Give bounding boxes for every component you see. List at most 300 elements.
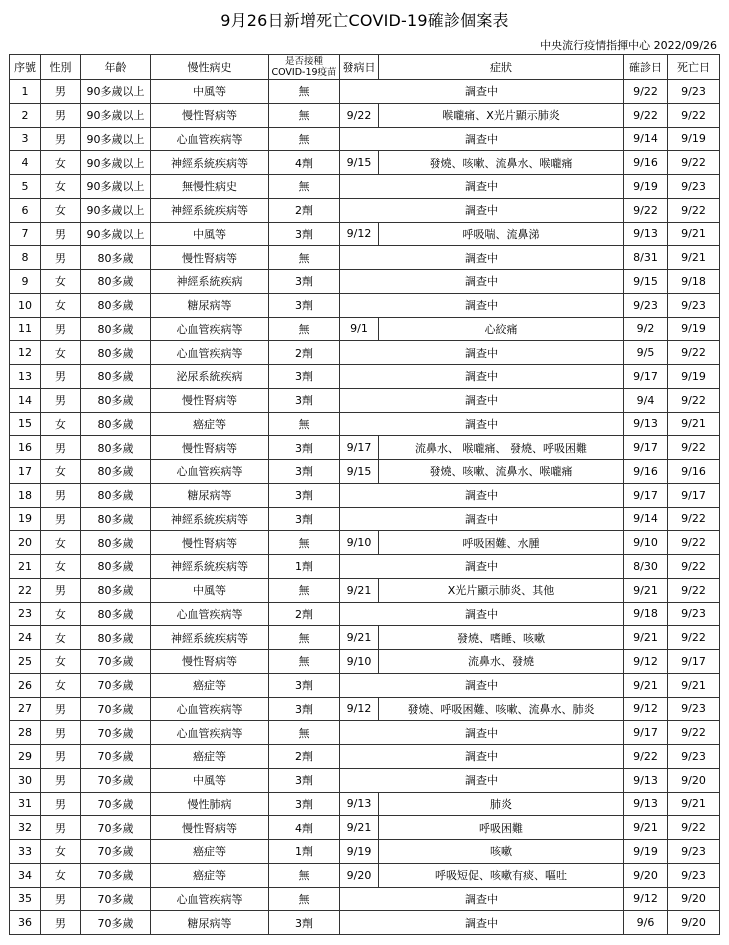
cell-death: 9/23 — [668, 745, 720, 769]
table-row — [10, 650, 720, 674]
cell-death: 9/21 — [668, 246, 720, 270]
cell-confirm: 8/30 — [624, 555, 668, 579]
cell-onset: 9/13 — [340, 792, 379, 816]
cell-death: 9/17 — [668, 483, 720, 507]
cell-seq: 14 — [10, 388, 41, 412]
cell-confirm: 9/6 — [624, 911, 668, 935]
cell-vaccine: 無 — [269, 531, 340, 555]
cell-seq: 33 — [10, 840, 41, 864]
cell-vaccine: 4劑 — [269, 816, 340, 840]
cell-history: 慢性腎病等 — [151, 246, 269, 270]
cell-history: 慢性腎病等 — [151, 388, 269, 412]
cell-history: 癌症等 — [151, 673, 269, 697]
cell-confirm: 9/13 — [624, 412, 668, 436]
cell-vaccine: 3劑 — [269, 293, 340, 317]
table-row — [10, 175, 720, 199]
cell-seq: 30 — [10, 768, 41, 792]
cell-history: 中風等 — [151, 80, 269, 104]
cell-history: 慢性腎病等 — [151, 650, 269, 674]
cell-vaccine: 無 — [269, 317, 340, 341]
table-row — [10, 270, 720, 294]
cell-sex: 女 — [41, 460, 81, 484]
cell-history: 心血管疾病等 — [151, 602, 269, 626]
cell-vaccine: 3劑 — [269, 911, 340, 935]
cell-confirm: 9/12 — [624, 887, 668, 911]
cell-history: 心血管疾病等 — [151, 341, 269, 365]
cell-vaccine: 3劑 — [269, 436, 340, 460]
cell-vaccine: 1劑 — [269, 555, 340, 579]
cell-death: 9/21 — [668, 673, 720, 697]
cell-sex: 男 — [41, 246, 81, 270]
cell-symptoms: 流鼻水、 喉嚨痛、 發燒、呼吸困難 — [379, 436, 624, 460]
col-header-age: 年齡 — [81, 55, 151, 80]
cell-sex: 女 — [41, 626, 81, 650]
cell-symptoms: 調查中 — [340, 365, 624, 389]
cell-confirm: 9/12 — [624, 697, 668, 721]
cell-age: 90多歲以上 — [81, 198, 151, 222]
cell-death: 9/23 — [668, 697, 720, 721]
cell-sex: 男 — [41, 768, 81, 792]
table-row — [10, 555, 720, 579]
cell-onset: 9/15 — [340, 460, 379, 484]
cell-age: 90多歲以上 — [81, 222, 151, 246]
cell-age: 70多歲 — [81, 721, 151, 745]
cell-sex: 男 — [41, 317, 81, 341]
cell-confirm: 9/23 — [624, 293, 668, 317]
cell-history: 心血管疾病等 — [151, 317, 269, 341]
cell-confirm: 9/22 — [624, 80, 668, 104]
table-row — [10, 768, 720, 792]
cell-seq: 11 — [10, 317, 41, 341]
cell-seq: 22 — [10, 578, 41, 602]
cell-confirm: 9/4 — [624, 388, 668, 412]
cell-age: 80多歲 — [81, 365, 151, 389]
cell-vaccine: 3劑 — [269, 673, 340, 697]
col-header-symptoms: 症狀 — [379, 55, 624, 80]
cell-death: 9/23 — [668, 840, 720, 864]
col-header-seq: 序號 — [10, 55, 41, 80]
cell-vaccine: 無 — [269, 887, 340, 911]
cell-onset: 9/10 — [340, 650, 379, 674]
cell-onset: 9/17 — [340, 436, 379, 460]
cell-seq: 18 — [10, 483, 41, 507]
cell-vaccine: 3劑 — [269, 483, 340, 507]
cell-confirm: 9/5 — [624, 341, 668, 365]
cell-history: 糖尿病等 — [151, 911, 269, 935]
cell-history: 糖尿病等 — [151, 483, 269, 507]
cell-vaccine: 無 — [269, 246, 340, 270]
cell-history: 癌症等 — [151, 745, 269, 769]
cell-symptoms: 肺炎 — [379, 792, 624, 816]
cell-sex: 男 — [41, 80, 81, 104]
cell-confirm: 9/17 — [624, 436, 668, 460]
cell-vaccine: 4劑 — [269, 151, 340, 175]
cell-seq: 32 — [10, 816, 41, 840]
cell-sex: 女 — [41, 555, 81, 579]
col-header-vaccine-line1: 是否接種 — [284, 56, 323, 67]
cell-history: 神經系統疾病等 — [151, 555, 269, 579]
cell-age: 70多歲 — [81, 792, 151, 816]
cell-onset: 9/21 — [340, 578, 379, 602]
col-header-death: 死亡日 — [668, 55, 720, 80]
cell-history: 心血管疾病等 — [151, 887, 269, 911]
cell-confirm: 9/14 — [624, 507, 668, 531]
cell-onset: 9/22 — [340, 103, 379, 127]
cell-seq: 34 — [10, 863, 41, 887]
cell-vaccine: 3劑 — [269, 768, 340, 792]
cell-death: 9/22 — [668, 388, 720, 412]
cell-sex: 女 — [41, 602, 81, 626]
cell-symptoms: 調查中 — [340, 270, 624, 294]
cell-symptoms: 調查中 — [340, 721, 624, 745]
cell-onset: 9/21 — [340, 816, 379, 840]
table-row — [10, 531, 720, 555]
cell-symptoms: 調查中 — [340, 483, 624, 507]
cell-symptoms: 流鼻水、發燒 — [379, 650, 624, 674]
cell-sex: 男 — [41, 697, 81, 721]
cell-history: 中風等 — [151, 768, 269, 792]
cell-sex: 男 — [41, 721, 81, 745]
cell-vaccine: 2劑 — [269, 198, 340, 222]
cell-seq: 12 — [10, 341, 41, 365]
cell-age: 70多歲 — [81, 887, 151, 911]
table-row — [10, 317, 720, 341]
cell-seq: 4 — [10, 151, 41, 175]
cell-onset: 9/15 — [340, 151, 379, 175]
cell-confirm: 9/17 — [624, 721, 668, 745]
cell-age: 90多歲以上 — [81, 127, 151, 151]
cell-symptoms: 調查中 — [340, 246, 624, 270]
cell-onset: 9/19 — [340, 840, 379, 864]
cell-sex: 女 — [41, 270, 81, 294]
cell-confirm: 9/21 — [624, 673, 668, 697]
cell-symptoms: 調查中 — [340, 293, 624, 317]
cell-sex: 女 — [41, 175, 81, 199]
table-row — [10, 673, 720, 697]
cell-symptoms: 調查中 — [340, 673, 624, 697]
cell-age: 90多歲以上 — [81, 151, 151, 175]
cell-death: 9/19 — [668, 365, 720, 389]
cell-death: 9/22 — [668, 816, 720, 840]
cell-symptoms: 調查中 — [340, 555, 624, 579]
cell-death: 9/21 — [668, 412, 720, 436]
source-note: 中央流行疫情指揮中心 2022/09/26 — [540, 39, 717, 52]
cell-symptoms: 調查中 — [340, 175, 624, 199]
cell-vaccine: 無 — [269, 175, 340, 199]
cell-confirm: 9/18 — [624, 602, 668, 626]
cell-age: 80多歲 — [81, 578, 151, 602]
table-row — [10, 578, 720, 602]
cell-vaccine: 3劑 — [269, 792, 340, 816]
cell-confirm: 9/19 — [624, 175, 668, 199]
cell-death: 9/23 — [668, 293, 720, 317]
cell-confirm: 9/19 — [624, 840, 668, 864]
cell-age: 80多歲 — [81, 555, 151, 579]
cell-seq: 13 — [10, 365, 41, 389]
cell-confirm: 9/21 — [624, 816, 668, 840]
cell-vaccine: 無 — [269, 863, 340, 887]
cell-confirm: 9/16 — [624, 460, 668, 484]
table-row — [10, 246, 720, 270]
cell-symptoms: 發燒、呼吸困難、咳嗽、流鼻水、肺炎 — [379, 697, 624, 721]
cell-vaccine: 3劑 — [269, 507, 340, 531]
cell-symptoms: 調查中 — [340, 887, 624, 911]
cell-sex: 女 — [41, 863, 81, 887]
cell-vaccine: 3劑 — [269, 270, 340, 294]
cell-onset: 9/20 — [340, 863, 379, 887]
cell-seq: 17 — [10, 460, 41, 484]
table-row — [10, 507, 720, 531]
table-row — [10, 816, 720, 840]
cell-vaccine: 無 — [269, 578, 340, 602]
cell-symptoms: 發燒、咳嗽、流鼻水、喉嚨痛 — [379, 151, 624, 175]
case-table — [9, 54, 720, 935]
cell-symptoms: 調查中 — [340, 198, 624, 222]
cell-history: 慢性腎病等 — [151, 103, 269, 127]
cell-sex: 女 — [41, 293, 81, 317]
cell-seq: 7 — [10, 222, 41, 246]
table-row — [10, 721, 720, 745]
cell-history: 無慢性病史 — [151, 175, 269, 199]
cell-seq: 26 — [10, 673, 41, 697]
cell-symptoms: 調查中 — [340, 507, 624, 531]
table-row — [10, 887, 720, 911]
cell-confirm: 9/22 — [624, 198, 668, 222]
cell-seq: 9 — [10, 270, 41, 294]
cell-symptoms: 調查中 — [340, 80, 624, 104]
cell-death: 9/23 — [668, 863, 720, 887]
table-row — [10, 341, 720, 365]
table-row — [10, 127, 720, 151]
table-row — [10, 602, 720, 626]
cell-seq: 16 — [10, 436, 41, 460]
cell-confirm: 9/16 — [624, 151, 668, 175]
cell-sex: 女 — [41, 151, 81, 175]
cell-history: 慢性腎病等 — [151, 816, 269, 840]
cell-vaccine: 2劑 — [269, 341, 340, 365]
cell-death: 9/22 — [668, 721, 720, 745]
cell-seq: 31 — [10, 792, 41, 816]
cell-age: 80多歲 — [81, 293, 151, 317]
cell-confirm: 9/15 — [624, 270, 668, 294]
cell-sex: 男 — [41, 887, 81, 911]
cell-seq: 35 — [10, 887, 41, 911]
cell-symptoms: 呼吸喘、流鼻涕 — [379, 222, 624, 246]
cell-death: 9/22 — [668, 578, 720, 602]
cell-age: 80多歲 — [81, 341, 151, 365]
cell-sex: 女 — [41, 341, 81, 365]
cell-symptoms: 調查中 — [340, 911, 624, 935]
cell-symptoms: 呼吸困難、水腫 — [379, 531, 624, 555]
table-body — [10, 80, 720, 935]
cell-sex: 男 — [41, 792, 81, 816]
cell-vaccine: 3劑 — [269, 222, 340, 246]
cell-sex: 男 — [41, 483, 81, 507]
cell-confirm: 9/20 — [624, 863, 668, 887]
cell-confirm: 9/17 — [624, 365, 668, 389]
cell-sex: 男 — [41, 507, 81, 531]
cell-death: 9/22 — [668, 341, 720, 365]
cell-seq: 23 — [10, 602, 41, 626]
table-row — [10, 436, 720, 460]
cell-seq: 24 — [10, 626, 41, 650]
cell-seq: 20 — [10, 531, 41, 555]
table-row — [10, 792, 720, 816]
cell-death: 9/21 — [668, 222, 720, 246]
cell-age: 80多歲 — [81, 270, 151, 294]
cell-confirm: 8/31 — [624, 246, 668, 270]
cell-confirm: 9/14 — [624, 127, 668, 151]
cell-symptoms: 心絞痛 — [379, 317, 624, 341]
table-row — [10, 80, 720, 104]
header-row — [10, 55, 720, 80]
cell-symptoms: X光片顯示肺炎、其他 — [379, 578, 624, 602]
cell-confirm: 9/21 — [624, 578, 668, 602]
cell-history: 神經系統疾病 — [151, 270, 269, 294]
cell-vaccine: 無 — [269, 103, 340, 127]
cell-sex: 男 — [41, 436, 81, 460]
cell-symptoms: 調查中 — [340, 768, 624, 792]
cell-age: 90多歲以上 — [81, 80, 151, 104]
cell-seq: 29 — [10, 745, 41, 769]
cell-sex: 女 — [41, 198, 81, 222]
cell-seq: 6 — [10, 198, 41, 222]
cell-history: 泌尿系統疾病 — [151, 365, 269, 389]
cell-history: 慢性肺病 — [151, 792, 269, 816]
cell-age: 70多歲 — [81, 650, 151, 674]
cell-death: 9/22 — [668, 531, 720, 555]
cell-seq: 3 — [10, 127, 41, 151]
cell-onset: 9/21 — [340, 626, 379, 650]
cell-onset: 9/1 — [340, 317, 379, 341]
cell-death: 9/22 — [668, 103, 720, 127]
cell-age: 70多歲 — [81, 697, 151, 721]
col-header-confirm: 確診日 — [624, 55, 668, 80]
cell-age: 80多歲 — [81, 317, 151, 341]
table-row — [10, 911, 720, 935]
cell-symptoms: 發燒、咳嗽、流鼻水、喉嚨痛 — [379, 460, 624, 484]
table-row — [10, 365, 720, 389]
cell-symptoms: 調查中 — [340, 745, 624, 769]
cell-vaccine: 無 — [269, 626, 340, 650]
col-header-onset: 發病日 — [340, 55, 379, 80]
cell-sex: 男 — [41, 103, 81, 127]
table-row — [10, 840, 720, 864]
cell-death: 9/21 — [668, 792, 720, 816]
cell-history: 中風等 — [151, 222, 269, 246]
cell-age: 80多歲 — [81, 388, 151, 412]
cell-death: 9/22 — [668, 626, 720, 650]
cell-confirm: 9/22 — [624, 745, 668, 769]
table-row — [10, 388, 720, 412]
cell-sex: 女 — [41, 650, 81, 674]
cell-confirm: 9/22 — [624, 103, 668, 127]
cell-death: 9/16 — [668, 460, 720, 484]
cell-symptoms: 調查中 — [340, 602, 624, 626]
cell-sex: 男 — [41, 388, 81, 412]
cell-seq: 15 — [10, 412, 41, 436]
cell-death: 9/17 — [668, 650, 720, 674]
table-row — [10, 483, 720, 507]
cell-vaccine: 無 — [269, 127, 340, 151]
col-header-vaccine-line2: COVID-19疫苗 — [271, 67, 337, 78]
cell-seq: 8 — [10, 246, 41, 270]
cell-onset: 9/12 — [340, 222, 379, 246]
cell-death: 9/18 — [668, 270, 720, 294]
cell-symptoms: 調查中 — [340, 341, 624, 365]
cell-seq: 36 — [10, 911, 41, 935]
cell-death: 9/22 — [668, 507, 720, 531]
cell-confirm: 9/12 — [624, 650, 668, 674]
table-row — [10, 293, 720, 317]
cell-sex: 男 — [41, 222, 81, 246]
table-row — [10, 626, 720, 650]
cell-seq: 10 — [10, 293, 41, 317]
col-header-sex: 性別 — [41, 55, 81, 80]
cell-history: 神經系統疾病等 — [151, 198, 269, 222]
table-row — [10, 151, 720, 175]
cell-death: 9/22 — [668, 436, 720, 460]
cell-death: 9/22 — [668, 555, 720, 579]
cell-sex: 男 — [41, 127, 81, 151]
cell-age: 70多歲 — [81, 863, 151, 887]
table-row — [10, 460, 720, 484]
table-row — [10, 745, 720, 769]
cell-history: 慢性腎病等 — [151, 436, 269, 460]
cell-vaccine: 2劑 — [269, 602, 340, 626]
cell-seq: 19 — [10, 507, 41, 531]
cell-death: 9/19 — [668, 127, 720, 151]
cell-age: 70多歲 — [81, 745, 151, 769]
cell-history: 糖尿病等 — [151, 293, 269, 317]
cell-history: 心血管疾病等 — [151, 697, 269, 721]
cell-vaccine: 1劑 — [269, 840, 340, 864]
cell-age: 70多歲 — [81, 768, 151, 792]
cell-history: 慢性腎病等 — [151, 531, 269, 555]
cell-vaccine: 3劑 — [269, 365, 340, 389]
cell-age: 80多歲 — [81, 507, 151, 531]
cell-symptoms: 呼吸困難 — [379, 816, 624, 840]
cell-sex: 女 — [41, 840, 81, 864]
cell-confirm: 9/13 — [624, 222, 668, 246]
cell-sex: 女 — [41, 673, 81, 697]
cell-history: 神經系統疾病等 — [151, 151, 269, 175]
cell-vaccine: 3劑 — [269, 460, 340, 484]
cell-vaccine: 無 — [269, 721, 340, 745]
cell-symptoms: 咳嗽 — [379, 840, 624, 864]
cell-confirm: 9/13 — [624, 792, 668, 816]
cell-death: 9/20 — [668, 768, 720, 792]
cell-age: 70多歲 — [81, 911, 151, 935]
table-row — [10, 412, 720, 436]
cell-age: 80多歲 — [81, 460, 151, 484]
cell-vaccine: 3劑 — [269, 697, 340, 721]
cell-history: 神經系統疾病等 — [151, 507, 269, 531]
table-row — [10, 198, 720, 222]
cell-sex: 男 — [41, 745, 81, 769]
cell-history: 癌症等 — [151, 840, 269, 864]
cell-seq: 2 — [10, 103, 41, 127]
cell-onset: 9/10 — [340, 531, 379, 555]
cell-age: 80多歲 — [81, 436, 151, 460]
cell-age: 70多歲 — [81, 816, 151, 840]
cell-sex: 女 — [41, 531, 81, 555]
cell-age: 70多歲 — [81, 840, 151, 864]
cell-death: 9/19 — [668, 317, 720, 341]
cell-death: 9/23 — [668, 80, 720, 104]
cell-symptoms: 喉嚨痛、X光片顯示肺炎 — [379, 103, 624, 127]
cell-seq: 25 — [10, 650, 41, 674]
